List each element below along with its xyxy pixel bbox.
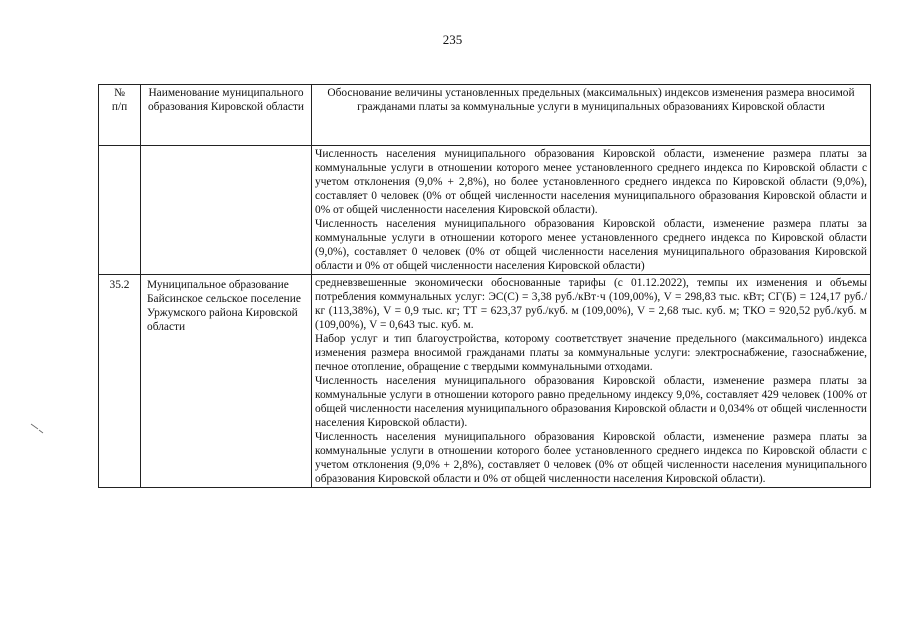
justification-paragraph: Численность населения муниципального образования Кировской области, изменение размера платы за коммунальные услуги в отношении которого менее установленного среднего индекса по Кировской области с учетом отклонения (9,0% + 2,8%), но более установленного среднего индекса по Кировской области (9,0%), составляет 0 человек (0% от общей численности населения муниципального образования Кировской области и 0% от общей численности населения Кировской области). (315, 148, 867, 216)
header-municipality: Наименование муниципального образования Кировской области (141, 85, 312, 146)
row-municipality (141, 146, 312, 275)
justification-paragraph: Численность населения муниципального образования Кировской области, изменение размера платы за коммунальные услуги в отношении которого менее установленного среднего индекса по Кировской области (9,0%), составляет 0 человек (0% от общей численности населения муниципального образования Кировской области и 0% от общей численности населения Кировской области) (315, 218, 867, 272)
row-num (99, 146, 141, 275)
scan-speck (30, 422, 44, 434)
row-justification (312, 275, 871, 488)
row-justification (312, 146, 871, 275)
justification-paragraph: средневзвешенные экономически обоснованные тарифы (с 01.12.2022), темпы их изменения и объемы потребления коммунальных услуг: ЭС(С) = 3,38 руб./кВт·ч (109,00%), V = 298,83 тыс. кВт; СГ(Б) = 124,17 руб./кг (113,38%), V = 0,9 тыс. кг; ТТ = 623,37 руб./куб. м (109,00%), V = 2,68 тыс. куб. м; ТКО = 920,52 руб./куб. м (109,00%), V = 0,643 тыс. куб. м. (315, 277, 867, 331)
justification-paragraph: Численность населения муниципального образования Кировской области, изменение размера платы за коммунальные услуги в отношении которого более установленного среднего индекса по Кировской области с учетом отклонения (9,0% + 2,8%), составляет 0 человек (0% от общей численности населения муниципального образования Кировской области и 0% от общей численности населения Кировской области). (315, 431, 867, 485)
table-row (99, 275, 871, 488)
header-justification: Обоснование величины установленных предельных (максимальных) индексов изменения размера вносимой гражданами платы за коммунальные услуги в муниципальных образованиях Кировской области (312, 85, 871, 146)
table-row (99, 146, 871, 275)
page-number: 235 (442, 32, 463, 47)
table-header-row (99, 85, 871, 146)
row-municipality: Муниципальное образование Байсинское сельское поселение Уржумского района Кировской области (141, 275, 312, 488)
justification-paragraph: Численность населения муниципального образования Кировской области, изменение размера платы за коммунальные услуги в отношении которого равно предельному индексу 9,0%, составляет 429 человек (100% от общей численности населения муниципального образования Кировской области и 0,034% от общей численности населения Кировской области). (315, 375, 867, 429)
justification-paragraph: Набор услуг и тип благоустройства, которому соответствует значение предельного (максимального) индекса изменения размера вносимой гражданами платы за коммунальные услуги: электроснабжение, газоснабжение, печное отопление, обращение с твердыми коммунальными отходами. (315, 333, 867, 373)
header-num: № п/п (99, 85, 141, 146)
row-num: 35.2 (99, 275, 141, 488)
index-justification-table (98, 84, 871, 488)
